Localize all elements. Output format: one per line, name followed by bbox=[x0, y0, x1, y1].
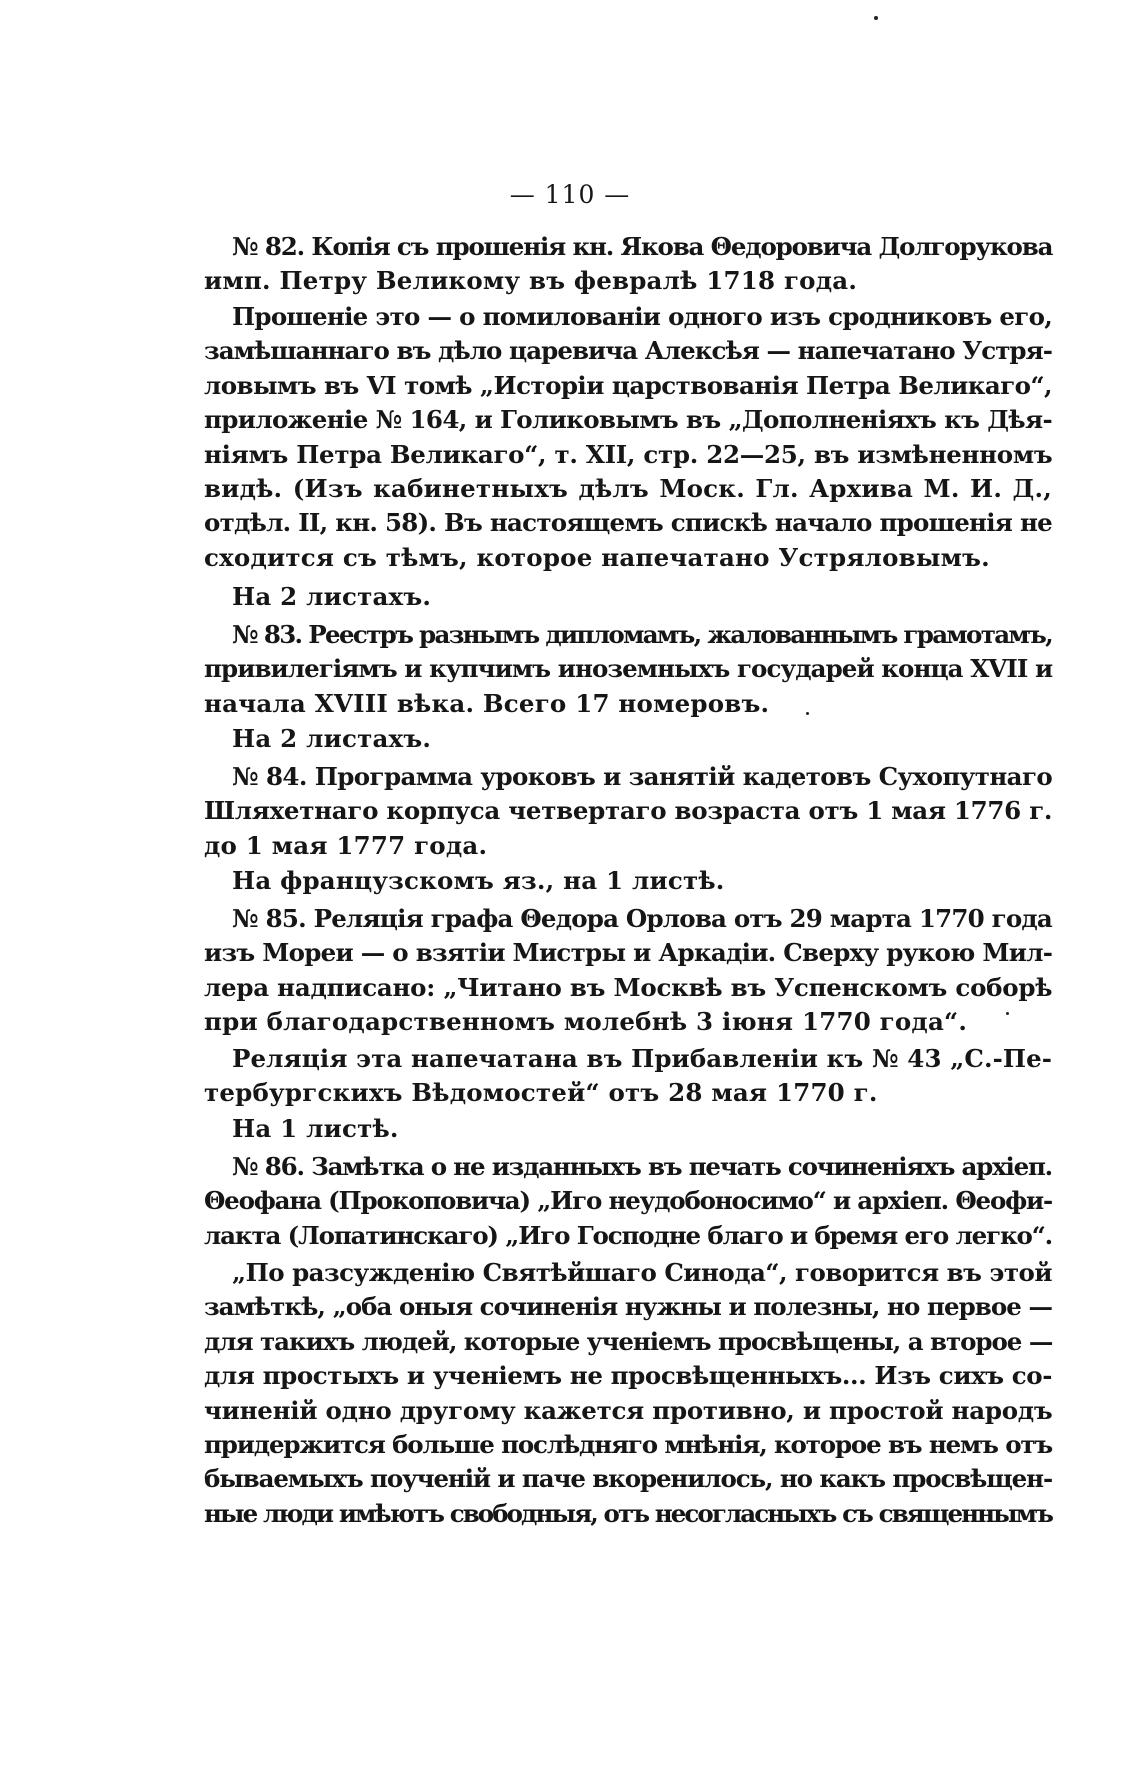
text-line: видѣ. (Изъ кабинетныхъ дѣлъ Моск. Гл. Архива М. И. Д., bbox=[204, 474, 1052, 504]
ink-speck bbox=[874, 16, 878, 20]
entry-85-heading bbox=[204, 902, 1052, 1040]
entry-83-heading bbox=[204, 618, 1052, 721]
text-line: ные люди имѣютъ свободныя, отъ несогласныхъ съ священнымъ bbox=[204, 1498, 1052, 1528]
text-line: сходится съ тѣмъ, которое напечатано Устряловымъ. bbox=[204, 542, 990, 572]
text-line: Прошеніе это — о помилованіи одного изъ сродниковъ его, bbox=[232, 302, 1052, 331]
text-line: На 1 листѣ. bbox=[232, 1114, 399, 1143]
entry-85-sheets bbox=[204, 1112, 1052, 1146]
text-line: замѣткѣ, „оба оныя сочиненія нужны и полезны, но первое — bbox=[204, 1292, 1052, 1322]
text-line: ловымъ въ VI томѣ „Исторіи царствованія Петра Великаго“, bbox=[204, 370, 1052, 400]
entry-84-heading bbox=[204, 760, 1052, 863]
text-line: „По разсужденію Святѣйшаго Синода“, говорится въ этой bbox=[232, 1258, 1052, 1287]
text-line: приложеніе № 164, и Голиковымъ въ „Дополненіяхъ къ Дѣя- bbox=[204, 405, 1052, 435]
text-line: при благодарственномъ молебнѣ 3 іюня 1770 года“. bbox=[204, 1007, 968, 1037]
text-line: имп. Петру Великому въ февралѣ 1718 года. bbox=[204, 266, 858, 296]
text-line: На 2 листахъ. bbox=[232, 724, 432, 753]
text-line: № 82. Копія съ прошенія кн. Якова Θедоровича Долгорукова bbox=[232, 232, 1053, 261]
entry-84-sheets bbox=[204, 864, 1052, 898]
text-line: чиненій одно другому кажется противно, и простой народъ bbox=[204, 1395, 1053, 1425]
text-line: № 84. Программа уроковъ и занятій кадетовъ Сухопутнаго bbox=[232, 762, 1053, 791]
page-number: — 110 — bbox=[509, 180, 631, 209]
text-line: № 85. Реляція графа Θедора Орлова отъ 29 марта 1770 года bbox=[232, 904, 1052, 933]
text-line: бываемыхъ поученій и паче вкоренилось, но какъ просвѣщен- bbox=[204, 1464, 1052, 1494]
text-line: Реляція эта напечатана въ Прибавленіи къ № 43 „С.-Пе- bbox=[232, 1044, 1052, 1073]
text-line: Θеофана (Прокоповича) „Иго неудобоносимо“ и архіеп. Θеофи- bbox=[204, 1186, 1053, 1216]
text-line: для простыхъ и ученіемъ не просвѣщенныхъ... Изъ сихъ со- bbox=[204, 1361, 1052, 1391]
entry-86-quotation bbox=[204, 1256, 1052, 1531]
text-line: замѣшаннаго въ дѣло царевича Алексѣя — напечатано Устря- bbox=[204, 336, 1053, 366]
text-line: № 86. Замѣтка о не изданныхъ въ печать сочиненіяхъ архіеп. bbox=[232, 1152, 1052, 1181]
entry-82-heading bbox=[204, 230, 1052, 299]
text-line: лера надписано: „Читано въ Москвѣ въ Успенскомъ соборѣ bbox=[204, 972, 1053, 1002]
text-line: до 1 мая 1777 года. bbox=[204, 830, 488, 860]
text-line: придержится больше послѣдняго мнѣнія, которое въ немъ отъ bbox=[204, 1430, 1053, 1460]
text-line: Шляхетнаго корпуса четвертаго возраста отъ 1 мая 1776 г. bbox=[204, 796, 1053, 826]
entry-83-sheets bbox=[204, 722, 1052, 756]
text-line: На 2 листахъ. bbox=[232, 582, 432, 611]
text-line: привилегіямъ и купчимъ иноземныхъ государей конца XVII и bbox=[204, 654, 1053, 684]
text-line: № 83. Реестръ разнымъ дипломамъ, жалованнымъ грамотамъ, bbox=[232, 620, 1053, 649]
text-line: тербургскихъ Вѣдомостей“ отъ 28 мая 1770 г. bbox=[204, 1078, 878, 1108]
text-line: ніямъ Петра Великаго“, т. XII, стр. 22—25, въ измѣненномъ bbox=[204, 439, 1053, 469]
text-line: начала XVIII вѣка. Всего 17 номеровъ. bbox=[204, 688, 770, 718]
entry-86-heading bbox=[204, 1150, 1052, 1253]
text-line: На французскомъ яз., на 1 листѣ. bbox=[232, 866, 725, 895]
text-line: изъ Мореи — о взятіи Мистры и Аркадіи. Сверху рукою Мил- bbox=[204, 938, 1053, 968]
entry-85-description bbox=[204, 1042, 1052, 1111]
entry-82-description bbox=[204, 300, 1052, 575]
text-line: лакта (Лопатинскаго) „Иго Господне благо и бремя его легко“. bbox=[204, 1220, 1053, 1250]
text-line: отдѣл. II, кн. 58). Въ настоящемъ спискѣ начало прошенія не bbox=[204, 508, 1052, 538]
entry-82-sheets bbox=[204, 580, 1052, 614]
text-line: для такихъ людей, которые ученіемъ просвѣщены, а второе — bbox=[204, 1326, 1053, 1356]
